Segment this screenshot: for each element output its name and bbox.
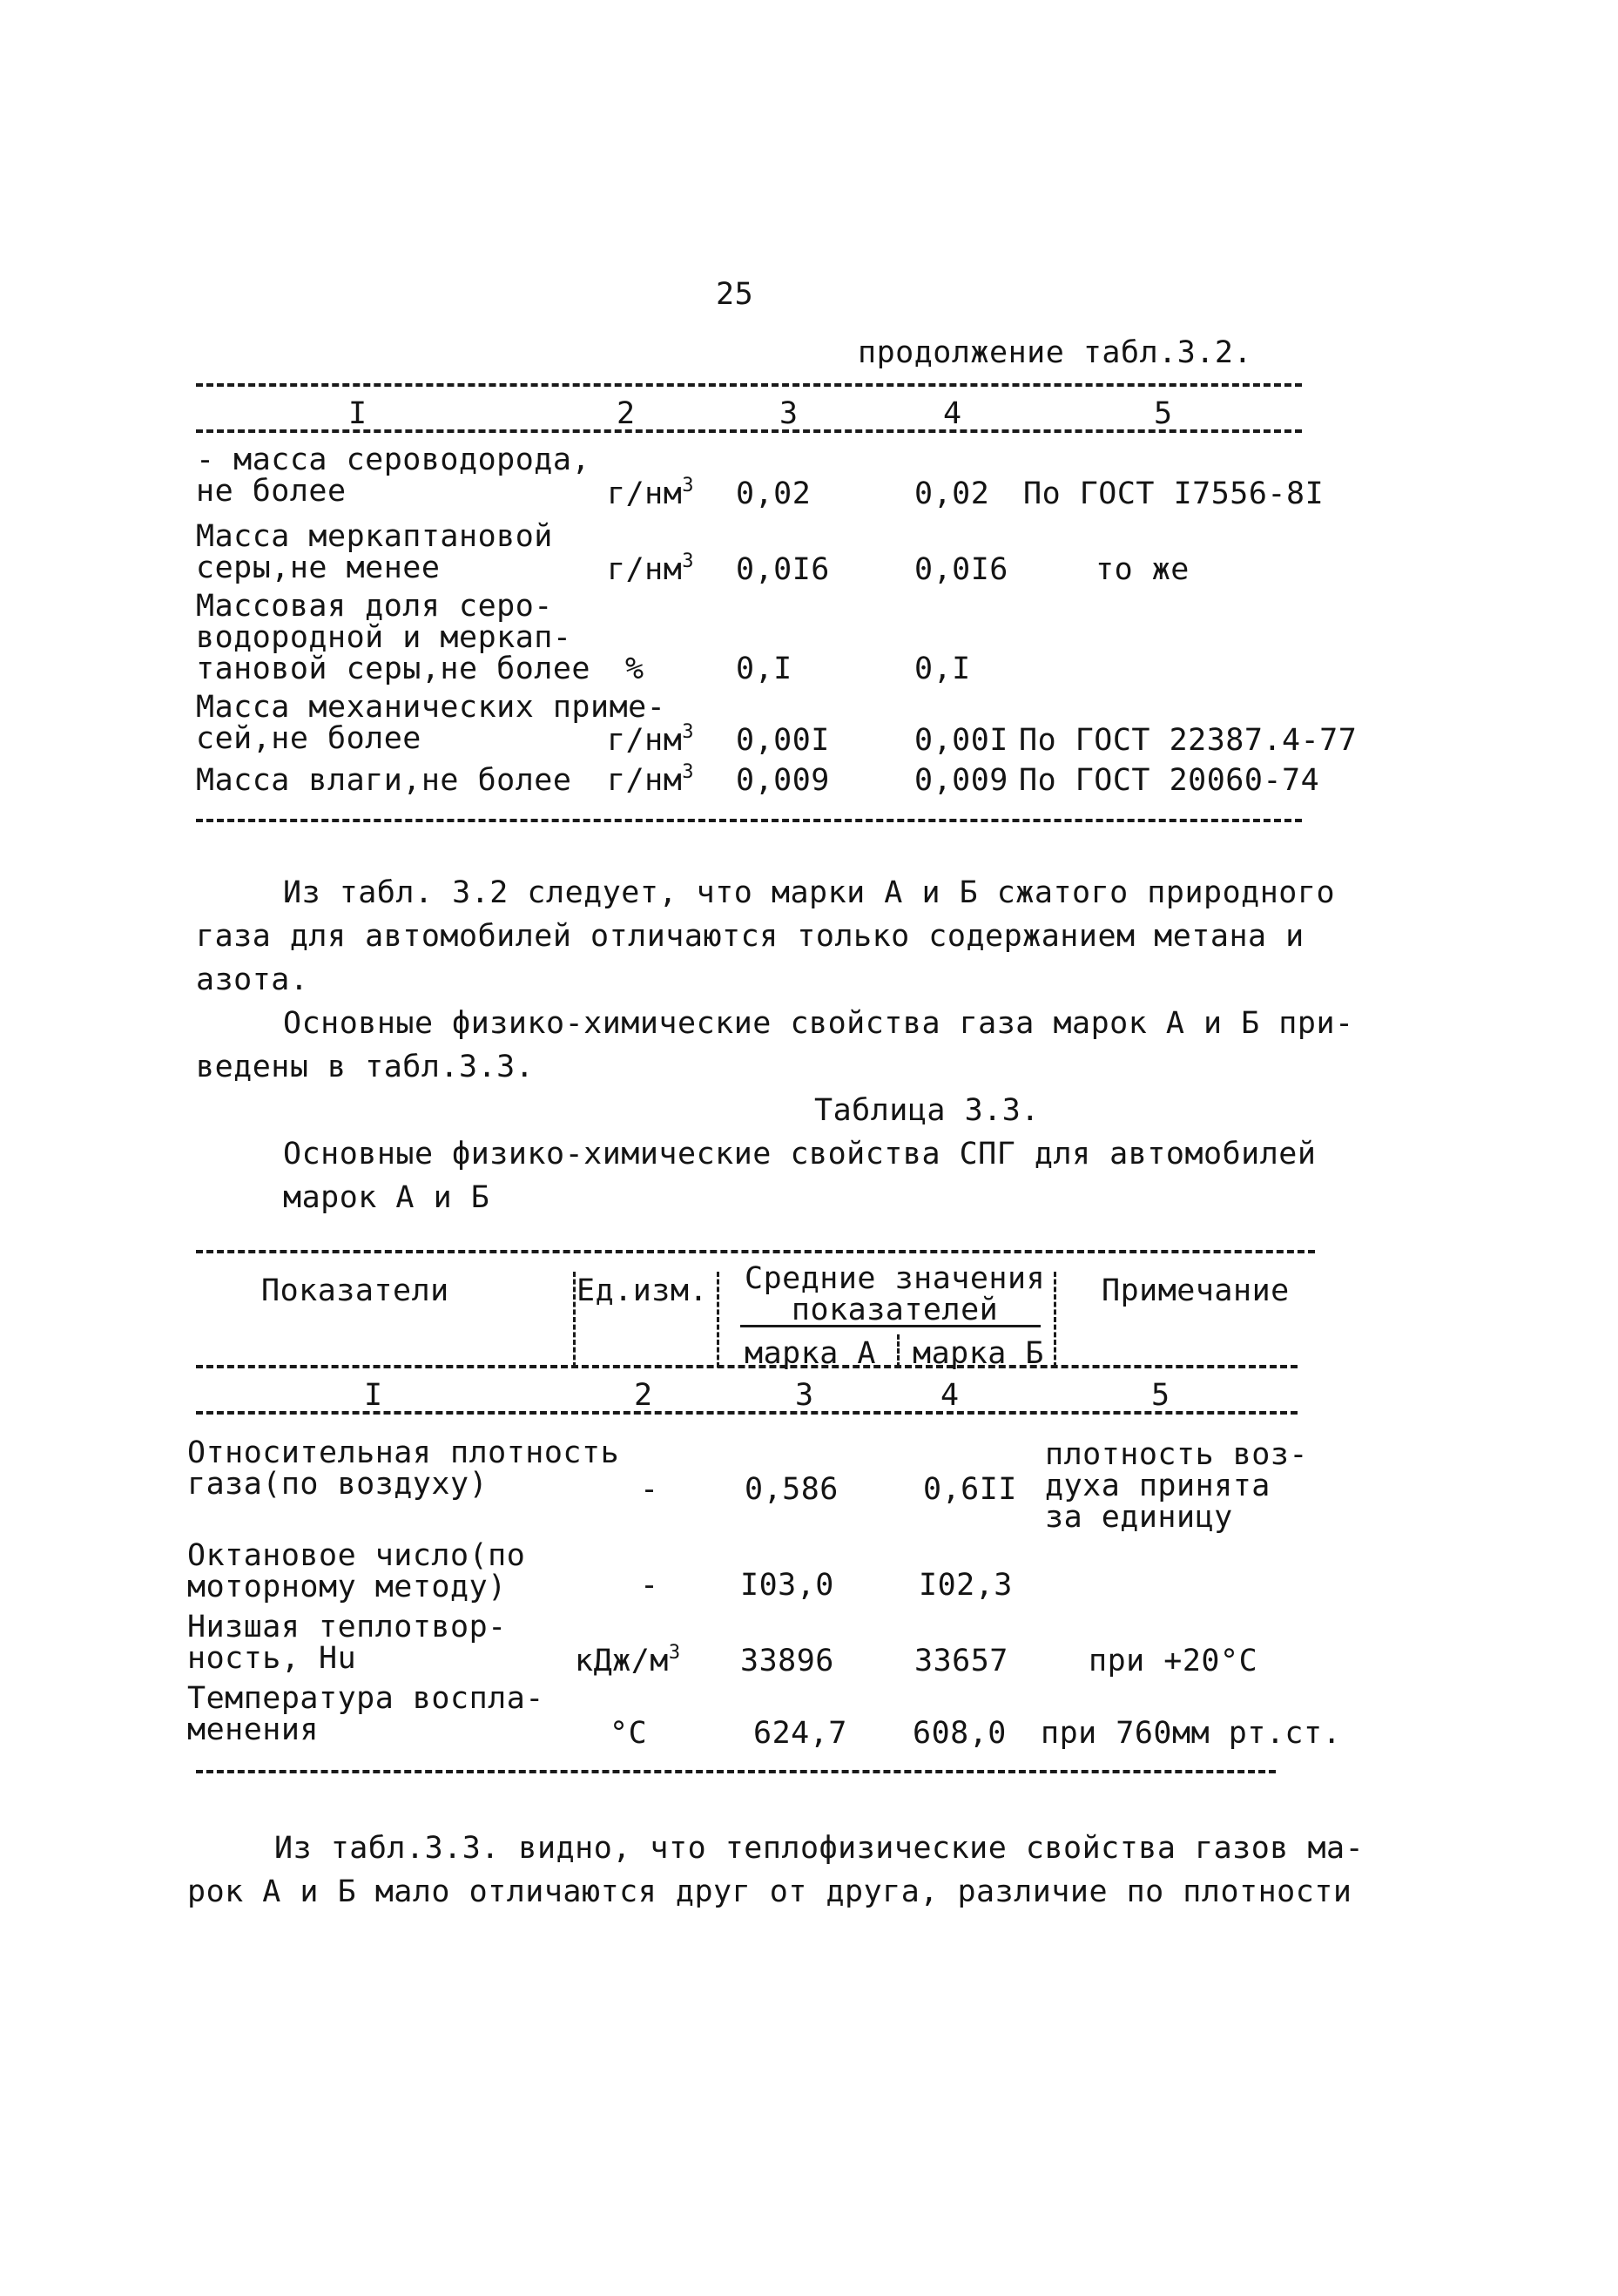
header-underline — [740, 1325, 1041, 1327]
table-title-line: марок А и Б — [283, 1180, 490, 1215]
col-num: I — [364, 1378, 383, 1413]
row-label: Температура воспла- менения — [187, 1681, 544, 1747]
table-label: Таблица 3.3. — [814, 1093, 1040, 1128]
row-unit: кДж/$м^3$ — [575, 1642, 681, 1678]
table-title-line: Основные физико-химические свойства СПГ для автомобилей — [283, 1137, 1317, 1172]
value-mark-b: 33657 — [914, 1644, 1008, 1678]
table-top-rule — [196, 383, 1302, 387]
row-label: Октановое число(по моторному методу) — [187, 1538, 526, 1604]
header-indicator: Показатели — [261, 1273, 449, 1308]
row-note: По ГОСТ 22387.4-77 — [1019, 723, 1358, 758]
row-note: По ГОСТ 20060-74 — [1019, 763, 1320, 798]
header-divider — [573, 1272, 576, 1367]
column-number-rule — [196, 429, 1302, 433]
value-mark-b: I02,3 — [919, 1568, 1013, 1603]
page-number: 25 — [716, 277, 754, 312]
header-note: Примечание — [1102, 1273, 1290, 1308]
table-bottom-rule — [196, 819, 1302, 822]
table-top-rule — [196, 1250, 1315, 1253]
row-unit: $г/нм^3$ — [607, 761, 695, 798]
value-mark-a: 0,02 — [736, 476, 812, 511]
row-label: Низшая теплотвор- ность, Hu — [187, 1610, 507, 1676]
header-unit: Ед.изм. — [576, 1273, 709, 1308]
table-continuation-label: продолжение табл.3.2. — [858, 335, 1253, 370]
value-mark-b: 0,0I6 — [914, 552, 1008, 587]
row-note: при +20°С — [1089, 1644, 1258, 1678]
col-num: 2 — [617, 396, 636, 431]
col-num: 5 — [1151, 1378, 1170, 1413]
row-label: - масса сероводорода, не более — [196, 442, 591, 509]
row-note: По ГОСТ I7556-8I — [1023, 476, 1325, 511]
value-mark-a: 0,00I — [736, 723, 830, 758]
value-mark-b: 0,02 — [914, 476, 990, 511]
row-unit: $г/нм^3$ — [607, 550, 695, 587]
value-mark-a: 0,009 — [736, 763, 830, 798]
row-note: то же — [1096, 552, 1190, 587]
text-line: газа для автомобилей отличаются только содержанием метана и — [196, 919, 1305, 954]
header-rule — [196, 1365, 1298, 1368]
table-bottom-rule — [196, 1770, 1276, 1773]
value-mark-b: 608,0 — [913, 1716, 1007, 1751]
row-unit: - — [640, 1568, 659, 1603]
row-label: Массовая доля серо- водородной и меркап- тановой серы,не более — [196, 589, 591, 686]
col-num: 4 — [940, 1378, 960, 1413]
text-line: Основные физико-химические свойства газа марок А и Б при- — [283, 1006, 1354, 1041]
row-note: при 760мм рт.ст. — [1041, 1716, 1342, 1751]
col-num: I — [348, 396, 367, 431]
row-unit: % — [625, 652, 644, 686]
row-label: Масса механических приме- сей,не более — [196, 690, 666, 756]
value-mark-a: I03,0 — [740, 1568, 834, 1603]
value-mark-b: 0,009 — [914, 763, 1008, 798]
col-num: 4 — [943, 396, 962, 431]
header-average-values: Средние значения показателей — [745, 1261, 1046, 1327]
row-label: Относительная плотность газа(по воздуху) — [187, 1435, 620, 1502]
value-mark-b: 0,00I — [914, 723, 1008, 758]
value-mark-a: 0,0I6 — [736, 552, 830, 587]
column-number-rule — [196, 1411, 1298, 1415]
text-line: рок А и Б мало отличаются друг от друга, различие по плотности — [187, 1874, 1352, 1909]
value-mark-a: 33896 — [740, 1644, 834, 1678]
header-divider — [717, 1272, 719, 1367]
col-num: 3 — [795, 1378, 814, 1413]
row-label: Масса влаги,не более — [196, 763, 572, 798]
row-unit: °С — [610, 1716, 648, 1751]
value-mark-b: 0,I — [914, 652, 971, 686]
header-mark-a: марка А — [745, 1336, 877, 1371]
text-line: азота. — [196, 962, 309, 997]
row-label: Масса меркаптановой серы,не менее — [196, 519, 553, 585]
value-mark-a: 624,7 — [753, 1716, 847, 1751]
row-unit: $г/нм^3$ — [607, 475, 695, 511]
col-num: 3 — [779, 396, 799, 431]
row-note: плотность воз- духа принята за единицу — [1045, 1437, 1309, 1535]
header-mark-b: марка Б — [913, 1336, 1045, 1371]
header-divider — [897, 1334, 900, 1367]
text-line: Из табл.3.3. видно, что теплофизические свойства газов ма- — [274, 1831, 1365, 1866]
value-mark-a: 0,I — [736, 652, 792, 686]
col-num: 5 — [1154, 396, 1173, 431]
row-unit: - — [640, 1472, 659, 1507]
col-num: 2 — [634, 1378, 653, 1413]
value-mark-b: 0,6II — [923, 1472, 1017, 1507]
text-line: ведены в табл.3.3. — [196, 1050, 535, 1084]
row-unit: $г/нм^3$ — [607, 721, 695, 758]
header-divider — [1054, 1272, 1056, 1367]
text-line: Из табл. 3.2 следует, что марки А и Б сжатого природного — [283, 875, 1336, 910]
value-mark-a: 0,586 — [745, 1472, 839, 1507]
